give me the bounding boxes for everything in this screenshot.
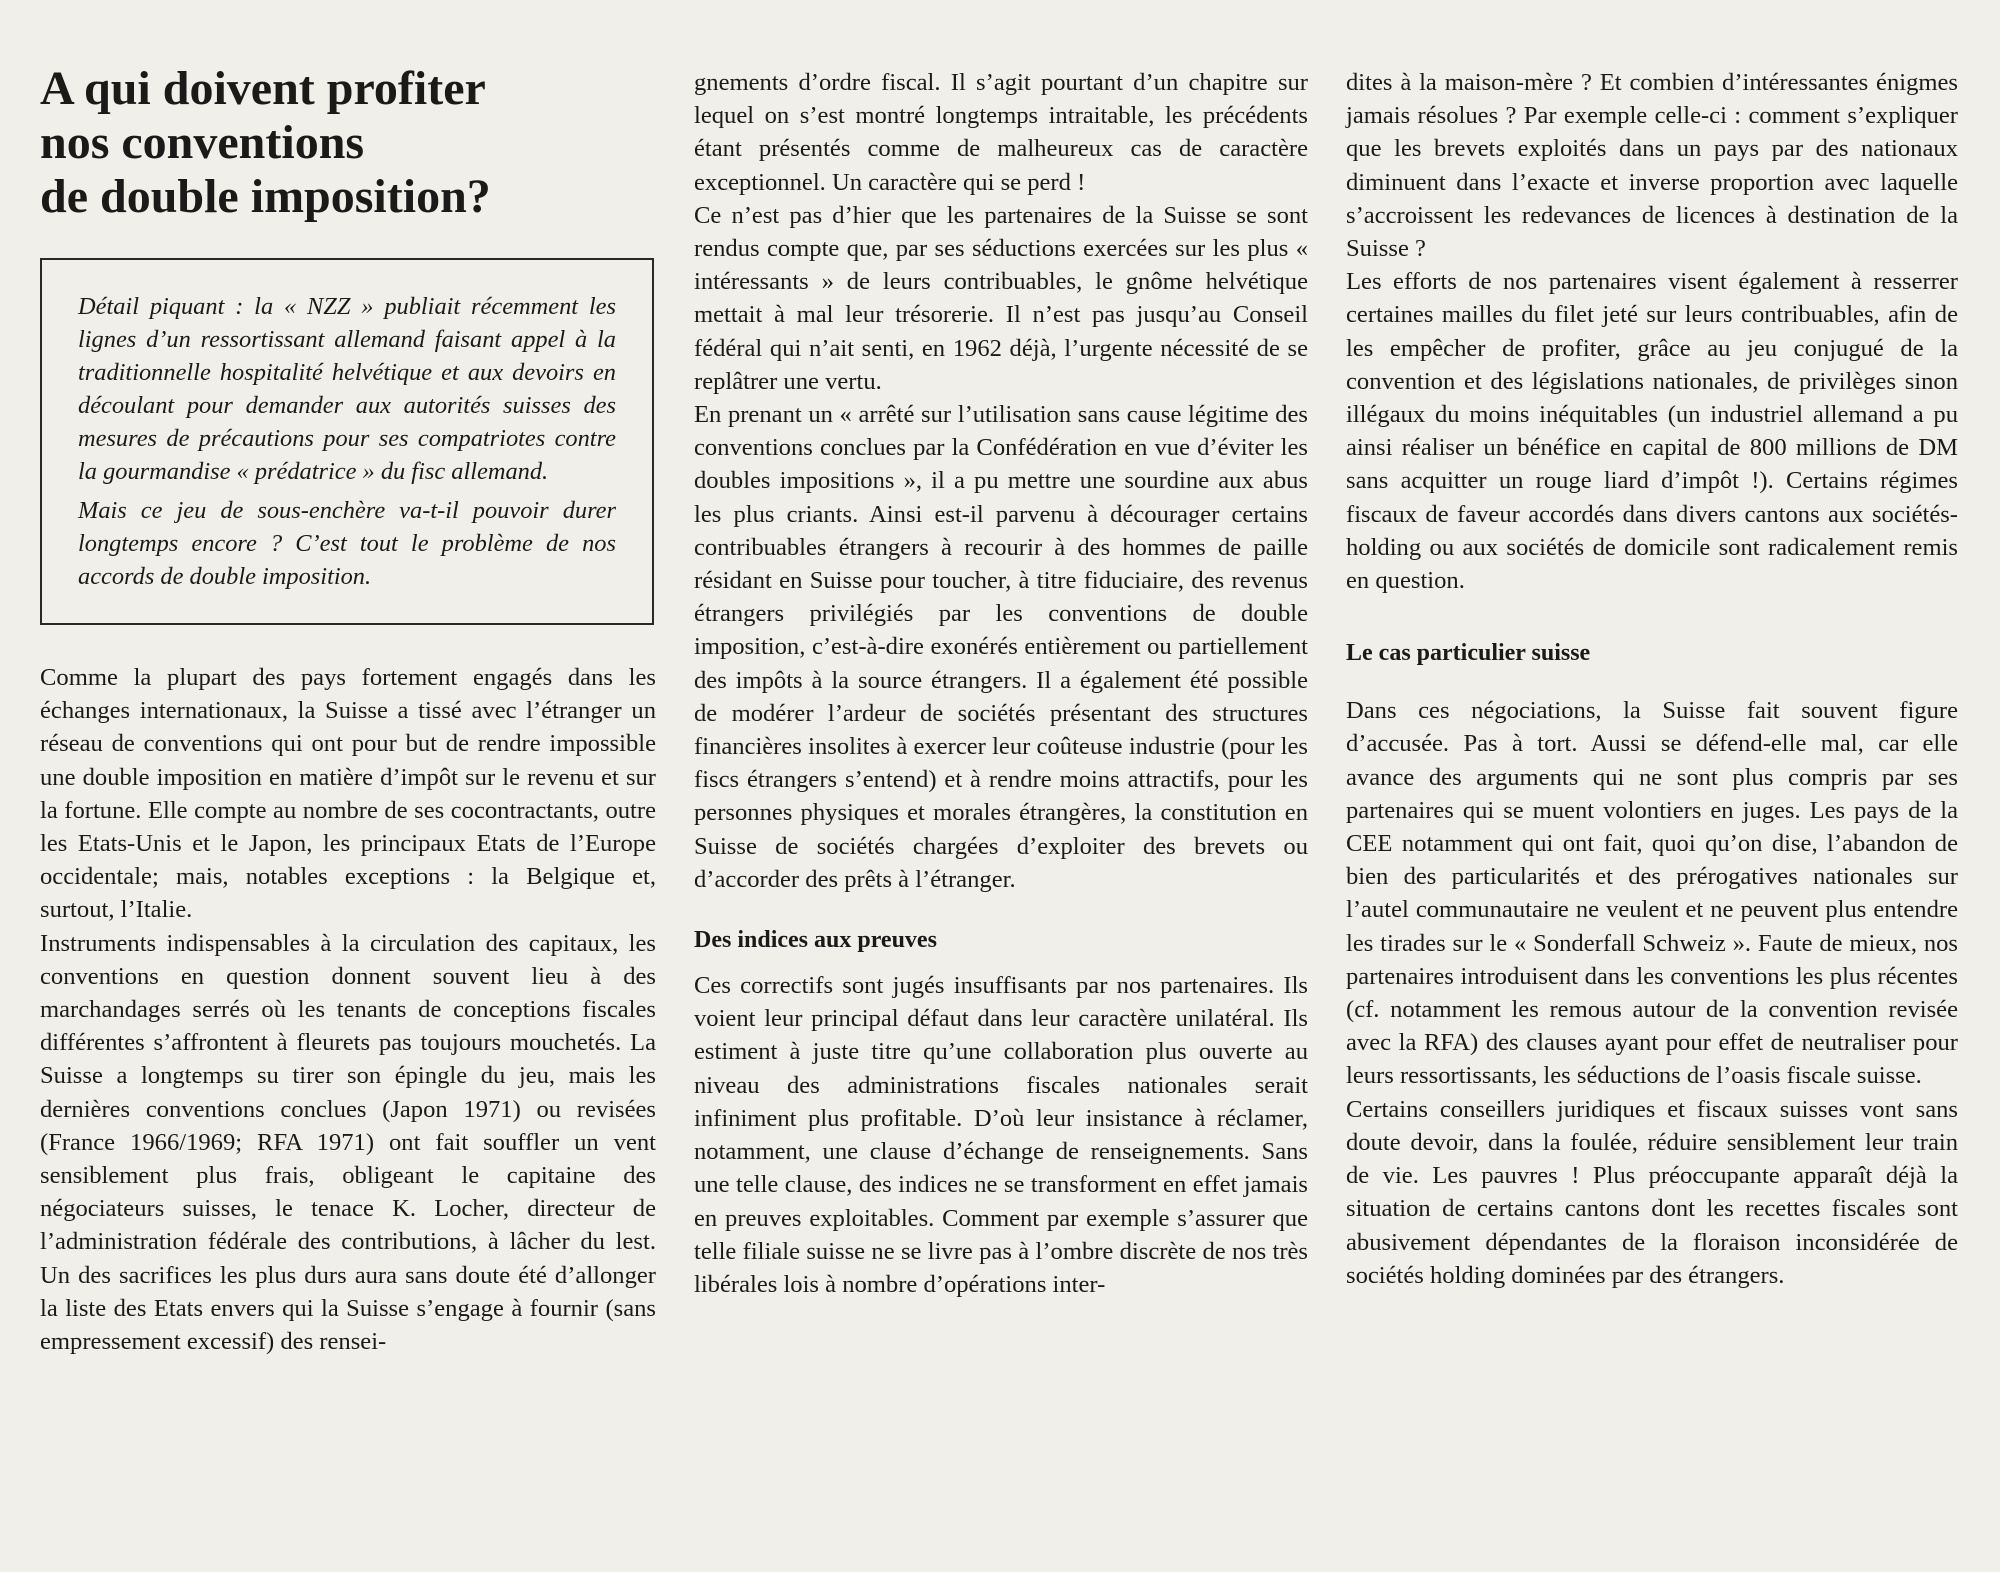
section-heading: Le cas particulier suisse <box>1346 640 1591 667</box>
body-paragraph: Dans ces négociations, la Suisse fait souvent figure d’accusée. Pas à tort. Aussi se défend-elle mal, car elle avance des arguments qui ne sont plus compris par ses partenaires qui se muent volontiers en juges. Les pays de la CEE notamment qui ont fait, quoi qu’on dise, l’abandon de bien des particularités et des prérogatives nationales sur l’autel communautaire ne veulent et ne peuvent plus entendre les tirades sur le « Sonderfall Schweiz ». Faute de mieux, nos partenaires introduisent dans les conventions les plus récentes (cf. notamment les remous autour de la convention revisée avec la RFA) des clauses ayant pour effet de neutraliser pour leurs ressortissants, les séductions de l’oasis fiscale suisse. <box>1346 697 1958 1090</box>
column-2 <box>694 66 1308 1301</box>
intro-paragraph: Détail piquant : la « NZZ » publiait récemment les lignes d’un ressortissant allemand faisant appel à la traditionnelle hospitalité helvétique et aux devoirs en découlant pour demander aux autorités suisses des mesures de précautions pour ses compatriotes contre la gourmandise « prédatrice » du fisc allemand. <box>78 293 616 485</box>
title-line: A qui doivent profiter <box>40 62 486 115</box>
body-paragraph: gnements d’ordre fiscal. Il s’agit pourtant d’un chapitre sur lequel on s’est montré longtemps intraitable, les précédents étant présentés comme de malheureux cas de caractère exceptionnel. Un caractère qui se perd ! <box>694 69 1308 196</box>
body-paragraph: Ce n’est pas d’hier que les partenaires de la Suisse se sont rendus compte que, par ses séductions exercées sur les plus « intéressants » de leurs contribuables, le gnôme helvétique mettait à mal leur trésorerie. Il n’est pas jusqu’au Conseil fédéral qui n’ait senti, en 1962 déjà, l’urgente nécessité de se replâtrer une vertu. <box>694 201 1308 395</box>
body-paragraph: Comme la plupart des pays fortement engagés dans les échanges internationaux, la Suisse a tissé avec l’étranger un réseau de conventions qui ont pour but de rendre impossible une double imposition en matière d’impôt sur le revenu et sur la fortune. Elle compte au nombre de ses cocontractants, outre les Etats-Unis et le Japon, les principaux Etats de l’Europe occidentale; mais, notables exceptions : la Belgique et, surtout, l’Italie. <box>40 664 656 924</box>
intro-box <box>40 258 654 625</box>
section-heading: Des indices aux preuves <box>694 927 937 954</box>
body-paragraph: Ces correctifs sont jugés insuffisants par nos partenaires. Ils voient leur principal défaut dans leur caractère unilatéral. Ils estiment à juste titre qu’une collaboration plus ouverte au niveau des administrations fiscales nationales serait infiniment plus profitable. D’où leur insistance à réclamer, notamment, une clause d’échange de renseignements. Sans une telle clause, des indices ne se transforment en effet jamais en preuves exploitables. Comment par exemple s’assurer que telle filiale suisse ne se livre pas à l’ombre discrète de nos très libérales lois à nombre d’opérations inter- <box>694 972 1308 1298</box>
title-line: de double imposition? <box>40 170 491 223</box>
body-paragraph: Certains conseillers juridiques et fiscaux suisses vont sans doute devoir, dans la foulée, réduire sensiblement leur train de vie. Les pauvres ! Plus préoccupante apparaît déjà la situation de certains cantons dont les recettes fiscales sont abusivement dépendantes de la floraison inconsidérée de sociétés holding dominées par des étrangers. <box>1346 1095 1958 1289</box>
title-line: nos conventions <box>40 116 365 169</box>
column-1 <box>40 62 656 1358</box>
intro-paragraph: Mais ce jeu de sous-enchère va-t-il pouvoir durer longtemps encore ? C’est tout le problème de nos accords de double imposition. <box>78 497 616 590</box>
body-paragraph: Les efforts de nos partenaires visent également à resserrer certaines mailles du filet jeté sur leurs contribuables, afin de les empêcher de profiter, grâce au jeu conjugué de la convention et des législations nationales, de privilèges sinon illégaux du moins inéquitables (un industriel allemand a pu ainsi réaliser un bénéfice en capital de 800 millions de DM sans acquitter un rouge liard d’impôt !). Certains régimes fiscaux de faveur accordés dans divers cantons aux sociétés-holding ou aux sociétés de domicile sont radicalement remis en question. <box>1346 268 1958 595</box>
column-3 <box>1346 66 1958 1292</box>
body-paragraph: En prenant un « arrêté sur l’utilisation sans cause légitime des conventions conclues par la Confédération en vue d’éviter les doubles impositions », il a pu mettre une sourdine aux abus les plus criants. Ainsi est-il parvenu à décourager certains contribuables étrangers à recourir à des hommes de paille résidant en Suisse pour toucher, à titre fiduciaire, des revenus étrangers privilégiés par les conventions de double imposition, c’est-à-dire exonérés entièrement ou partiellement des impôts à la source étrangers. Il a également été possible de modérer l’ardeur de sociétés présentant des structures financières insolites à exercer leur coûteuse industrie (pour les fiscs étrangers s’entend) et à rendre moins attractifs, pour les personnes physiques et morales étrangères, la constitution en Suisse de sociétés chargées d’exploiter des brevets ou d’accorder des prêts à l’étranger. <box>694 401 1308 893</box>
article-title <box>40 62 656 224</box>
body-paragraph: dites à la maison-mère ? Et combien d’intéressantes énigmes jamais résolues ? Par exemple celle-ci : comment s’expliquer que les brevets exploités dans un pays par des nationaux diminuent dans l’exacte et inverse proportion avec laquelle s’accroissent les redevances de licences à destination de la Suisse ? <box>1346 69 1958 263</box>
body-paragraph: Instruments indispensables à la circulation des capitaux, les conventions en question donnent souvent lieu à des marchandages serrés où les tenants de conceptions fiscales différentes s’affrontent à fleurets pas toujours mouchetés. La Suisse a longtemps su tirer son épingle du jeu, mais les dernières conventions conclues (Japon 1971) ou revisées (France 1966/1969; RFA 1971) ont fait souffler un vent sensiblement plus frais, obligeant le capitaine des négociateurs suisses, le tenace K. Locher, directeur de l’administration fédérale des contributions, à lâcher du lest. Un des sacrifices les plus durs aura sans doute été d’allonger la liste des Etats envers qui la Suisse s’engage à fournir (sans empressement excessif) des rensei- <box>40 929 656 1356</box>
